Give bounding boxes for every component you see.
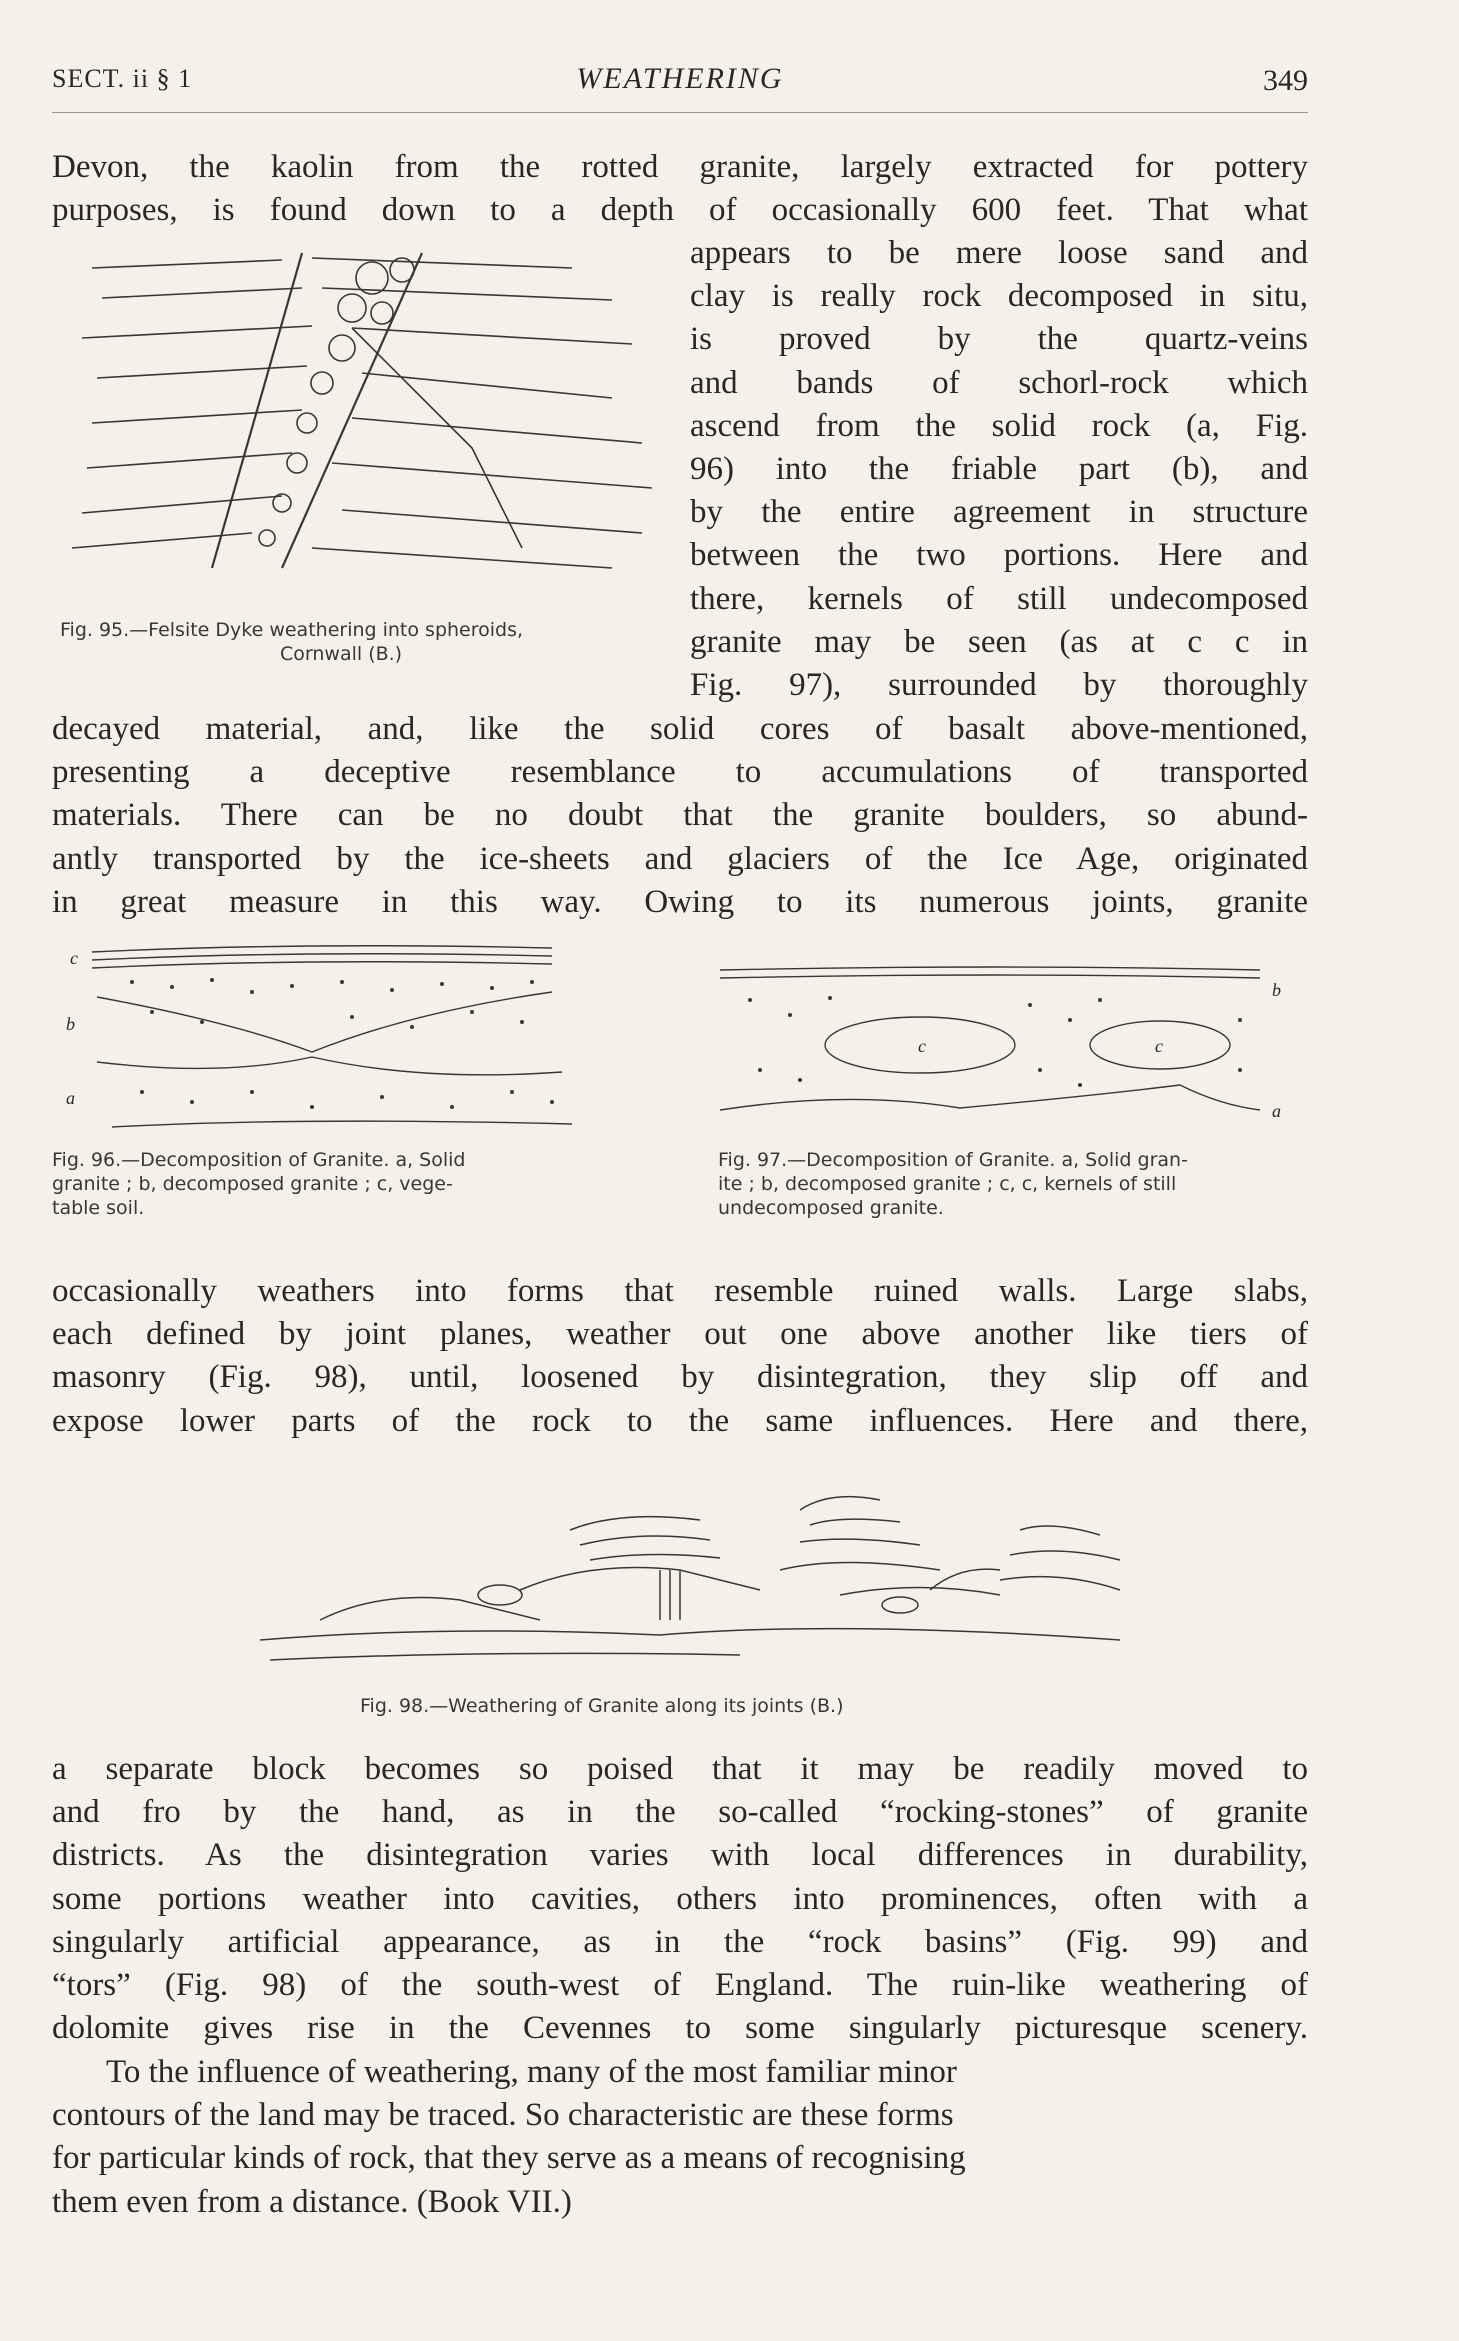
figure-96-caption bbox=[52, 1148, 612, 1220]
caption-line: ite ; b, decomposed granite ; c, c, kernels of still bbox=[718, 1173, 1177, 1195]
paragraph-5 bbox=[52, 2051, 1308, 2224]
granite-tor-illustration bbox=[240, 1470, 1140, 1680]
text-line: “tors” (Fig. 98) of the south-west of England. The ruin-like weathering of bbox=[52, 1967, 1308, 2004]
paragraph-1-continued bbox=[52, 708, 1308, 924]
text-line: decayed material, and, like the solid cores of basalt above-mentioned, bbox=[52, 711, 1308, 747]
figure-97 bbox=[700, 960, 1300, 1130]
text-line: between the two portions. Here and bbox=[690, 537, 1308, 574]
paragraph-4 bbox=[52, 1748, 1308, 2050]
granite-decomposition-section-96 bbox=[52, 942, 592, 1142]
page-number: 349 bbox=[1263, 64, 1308, 97]
text-line: a separate block becomes so poised that it may be readily moved to bbox=[52, 1751, 1308, 1787]
label-a: a bbox=[1272, 1101, 1281, 1121]
text-line: To the influence of weathering, many of the most familiar minor bbox=[106, 2054, 957, 2090]
caption-line: Fig. 95.—Felsite Dyke weathering into spheroids, bbox=[60, 619, 524, 641]
text-line: occasionally weathers into forms that resemble ruined walls. Large slabs, bbox=[52, 1273, 1308, 1309]
text-line: presenting a deceptive resemblance to accumulations of transported bbox=[52, 754, 1308, 791]
text-line: there, kernels of still undecomposed bbox=[690, 580, 1308, 617]
text-line: granite may be seen (as at c c in bbox=[690, 623, 1308, 660]
felsite-dyke-illustration bbox=[52, 248, 652, 588]
figure-97-caption bbox=[718, 1148, 1318, 1220]
label-a: a bbox=[66, 1088, 75, 1108]
text-line: materials. There can be no doubt that the granite boulders, so abund- bbox=[52, 797, 1308, 834]
paragraph-1-wrap bbox=[690, 232, 1308, 707]
caption-line: table soil. bbox=[52, 1197, 145, 1219]
text-line: for particular kinds of rock, that they serve as a means of recognising bbox=[52, 2140, 966, 2177]
label-c2: c bbox=[1155, 1036, 1163, 1056]
text-line: in great measure in this way. Owing to its numerous joints, granite bbox=[52, 883, 1308, 920]
text-line: and bands of schorl-rock which bbox=[690, 364, 1308, 401]
text-line: singularly artificial appearance, as in the “rock basins” (Fig. 99) and bbox=[52, 1923, 1308, 1960]
text-line: is proved by the quartz-veins bbox=[690, 321, 1308, 358]
granite-decomposition-section-97 bbox=[700, 960, 1300, 1130]
figure-95-caption bbox=[60, 618, 660, 666]
text-line: masonry (Fig. 98), until, loosened by disintegration, they slip off and bbox=[52, 1359, 1308, 1396]
text-line: them even from a distance. (Book VII.) bbox=[52, 2183, 572, 2220]
label-c: c bbox=[70, 948, 78, 968]
text-line: antly transported by the ice-sheets and glaciers of the Ice Age, originated bbox=[52, 840, 1308, 877]
text-line: 96) into the friable part (b), and bbox=[690, 451, 1308, 488]
text-line: each defined by joint planes, weather out one above another like tiers of bbox=[52, 1316, 1308, 1353]
text-line: expose lower parts of the rock to the same influences. Here and there, bbox=[52, 1402, 1308, 1439]
text-line: contours of the land may be traced. So characteristic are these forms bbox=[52, 2097, 954, 2134]
caption-line: Fig. 96.—Decomposition of Granite. a, Solid bbox=[52, 1149, 466, 1171]
caption-line: undecomposed granite. bbox=[718, 1197, 944, 1219]
label-b: b bbox=[1272, 980, 1281, 1000]
text-line: ascend from the solid rock (a, Fig. bbox=[690, 407, 1308, 444]
figure-96 bbox=[52, 942, 592, 1142]
figure-98 bbox=[240, 1470, 1140, 1680]
paragraph-1 bbox=[52, 146, 1308, 232]
caption-line: Fig. 98.—Weathering of Granite along its joints (B.) bbox=[360, 1695, 844, 1717]
text-line: appears to be mere loose sand and bbox=[690, 235, 1308, 271]
figure-98-caption bbox=[360, 1694, 1160, 1718]
text-line: districts. As the disintegration varies with local differences in durability, bbox=[52, 1837, 1308, 1874]
text-line: Fig. 97), surrounded by thoroughly bbox=[690, 667, 1308, 704]
label-c1: c bbox=[918, 1036, 926, 1056]
running-title: WEATHERING bbox=[576, 62, 784, 95]
caption-line: Cornwall (B.) bbox=[280, 643, 403, 665]
caption-line: granite ; b, decomposed granite ; c, vege- bbox=[52, 1173, 453, 1195]
figure-95 bbox=[52, 248, 652, 588]
text-line: by the entire agreement in structure bbox=[690, 494, 1308, 531]
running-header bbox=[52, 62, 1308, 113]
text-line: dolomite gives rise in the Cevennes to some singularly picturesque scenery. bbox=[52, 2010, 1308, 2047]
section-label: SECT. ii § 1 bbox=[52, 64, 193, 93]
paragraph-3 bbox=[52, 1270, 1308, 1443]
text-line: purposes, is found down to a depth of occasionally 600 feet. That what bbox=[52, 192, 1308, 229]
text-line: clay is really rock decomposed in situ, bbox=[690, 278, 1308, 315]
text-line: some portions weather into cavities, others into prominences, often with a bbox=[52, 1880, 1308, 1917]
text-line: Devon, the kaolin from the rotted granite, largely extracted for pottery bbox=[52, 149, 1308, 185]
label-b: b bbox=[66, 1014, 75, 1034]
text-line: and fro by the hand, as in the so-called “rocking-stones” of granite bbox=[52, 1794, 1308, 1831]
caption-line: Fig. 97.—Decomposition of Granite. a, Solid gran- bbox=[718, 1149, 1188, 1171]
